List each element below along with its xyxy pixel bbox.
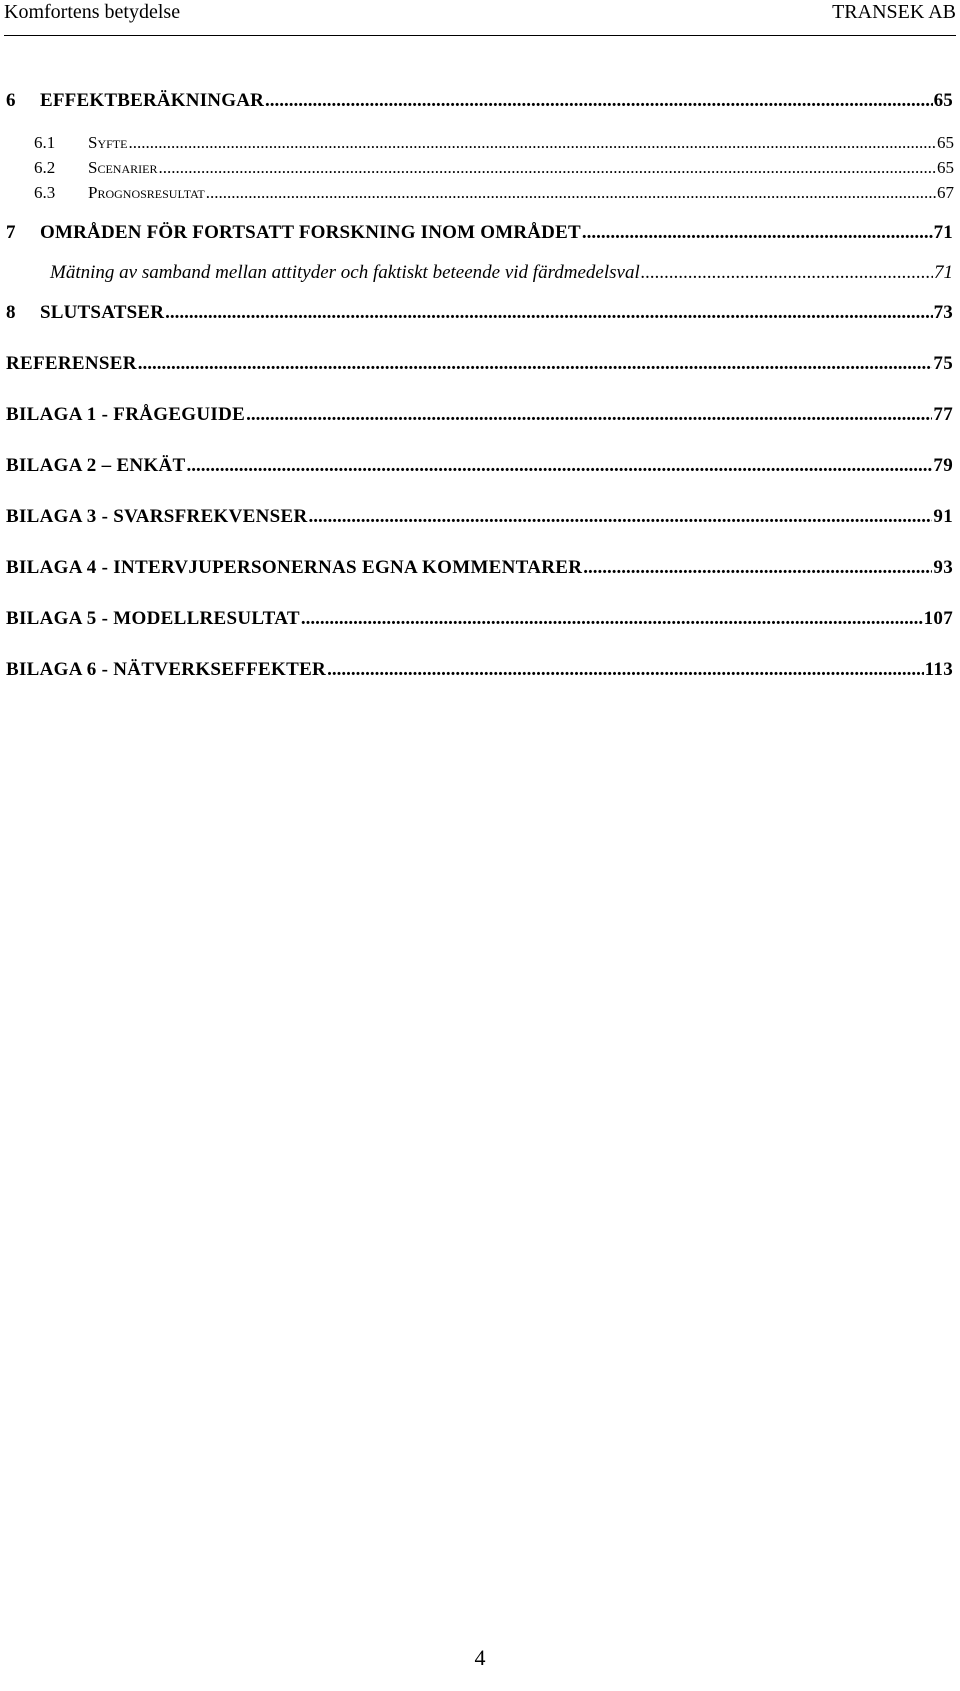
toc-entry-8[interactable] — [6, 302, 953, 324]
toc-entry-6-3[interactable] — [34, 183, 954, 203]
toc-dot-leader — [641, 262, 933, 284]
toc-entry-7-sub[interactable] — [50, 262, 953, 284]
toc-entry-page: 75 — [933, 353, 953, 374]
toc-entry-page: 67 — [937, 183, 954, 202]
toc-dot-leader — [327, 659, 924, 681]
toc-entry-title: BILAGA 3 - SVARSFREKVENSER — [6, 506, 308, 527]
header-company: TRANSEK AB — [832, 1, 956, 23]
page-header — [4, 0, 956, 36]
toc-entry-title: Scenarier — [88, 158, 158, 177]
toc-entry-title: SLUTSATSER — [40, 302, 165, 323]
toc-entry-bilaga-6[interactable] — [6, 659, 953, 681]
toc-entry-title: Prognosresultat — [88, 183, 205, 202]
toc-entry-page: 65 — [933, 90, 953, 111]
toc-entry-number: 6.3 — [34, 183, 56, 202]
toc-entry-bilaga-1[interactable] — [6, 404, 953, 426]
toc-dot-leader — [138, 353, 933, 375]
toc-entry-page: 73 — [933, 302, 953, 323]
toc-entry-title: BILAGA 2 – ENKÄT — [6, 455, 186, 476]
toc-entry-title: BILAGA 1 - FRÅGEGUIDE — [6, 404, 246, 425]
toc-entry-number: 6 — [6, 90, 16, 111]
toc-entry-bilaga-5[interactable] — [6, 608, 953, 630]
toc-entry-6-2[interactable] — [34, 158, 954, 178]
toc-dot-leader — [187, 455, 933, 477]
toc-dot-leader — [246, 404, 932, 426]
toc-entry-page: 65 — [937, 158, 954, 177]
toc-entry-page: 79 — [933, 455, 953, 476]
toc-dot-leader — [165, 302, 932, 324]
toc-dot-leader — [158, 158, 936, 178]
toc-dot-leader — [206, 183, 936, 203]
toc-entry-bilaga-2[interactable] — [6, 455, 953, 477]
toc-entry-bilaga-4[interactable] — [6, 557, 953, 579]
toc-entry-page: 113 — [924, 659, 953, 680]
toc-entry-title: BILAGA 5 - MODELLRESULTAT — [6, 608, 300, 629]
header-document-title: Komfortens betydelse — [4, 1, 181, 23]
toc-entry-bilaga-3[interactable] — [6, 506, 953, 528]
toc-entry-title: REFERENSER — [6, 353, 137, 374]
toc-entry-number: 6.1 — [34, 133, 56, 152]
toc-entry-title: OMRÅDEN FÖR FORTSATT FORSKNING INOM OMRÅDET — [40, 222, 581, 243]
toc-entry-number: 6.2 — [34, 158, 56, 177]
toc-entry-title: Syfte — [88, 133, 128, 152]
page-number: 4 — [474, 1645, 486, 1670]
toc-entry-title: BILAGA 6 - NÄTVERKSEFFEKTER — [6, 659, 327, 680]
toc-entry-title: EFFEKTBERÄKNINGAR — [40, 90, 265, 111]
toc-entry-page: 107 — [923, 608, 953, 629]
toc-entry-7[interactable] — [6, 222, 953, 244]
page-footer — [0, 1645, 960, 1671]
toc-entry-page: 91 — [933, 506, 953, 527]
toc-entry-title: Mätning av samband mellan attityder och faktiskt beteende vid färdmedelsval — [50, 262, 640, 283]
toc-dot-leader — [309, 506, 933, 528]
toc-entry-6[interactable] — [6, 90, 953, 112]
toc-entry-6-1[interactable] — [34, 133, 954, 153]
toc-entry-page: 65 — [937, 133, 954, 152]
toc-entry-number: 8 — [6, 302, 16, 323]
toc-dot-leader — [583, 557, 932, 579]
toc-dot-leader — [301, 608, 923, 630]
toc-entry-page: 71 — [933, 222, 953, 243]
toc-dot-leader — [265, 90, 933, 112]
toc-dot-leader — [128, 133, 936, 153]
toc-entry-page: 71 — [934, 262, 953, 283]
toc-dot-leader — [582, 222, 933, 244]
toc-entry-page: 77 — [933, 404, 953, 425]
toc-entry-number: 7 — [6, 222, 16, 243]
toc-entry-page: 93 — [933, 557, 953, 578]
toc-entry-referenser[interactable] — [6, 353, 953, 375]
toc-entry-title: BILAGA 4 - INTERVJUPERSONERNAS EGNA KOMMENTARER — [6, 557, 583, 578]
